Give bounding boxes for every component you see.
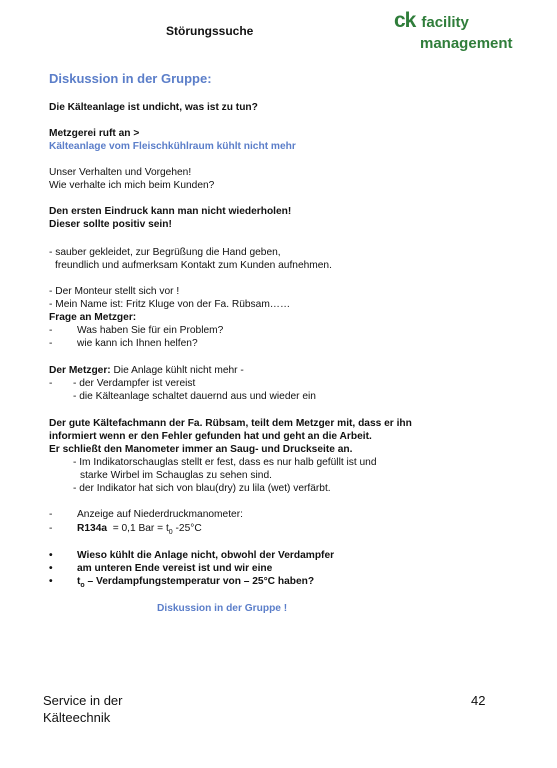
logo-line2: management <box>420 35 513 52</box>
gauge-reading <box>77 523 202 540</box>
intro-q2: wie kann ich Ihnen helfen? <box>77 338 198 349</box>
intro-heading: Frage an Metzger: <box>49 312 137 323</box>
call-line1: Metzgerei ruft an > <box>49 128 140 139</box>
impression-line1: Den ersten Eindruck kann man nicht wiederholen! <box>49 206 292 217</box>
technician-line2: informiert wenn er den Fehler gefunden hat und geht an die Arbeit. <box>49 431 372 442</box>
butcher-label: Der Metzger: <box>49 365 111 376</box>
gauge-dash1: - <box>49 509 53 520</box>
company-logo <box>394 9 513 52</box>
intro-q2-dash: - <box>49 338 53 349</box>
logo-ck: ck <box>394 9 416 32</box>
gauge-dash2: - <box>49 523 53 534</box>
refrigerant-label: R134a <box>77 523 108 534</box>
page-number: 42 <box>471 693 486 708</box>
bullet-2: • am unteren Ende vereist ist und wir eine <box>49 563 273 574</box>
technician-item2: - der Indikator hat sich von blau(dry) zu lila (wet) verfärbt. <box>73 483 331 494</box>
logo-line1: facility <box>421 14 469 31</box>
gauge-line1: Anzeige auf Niederdruckmanometer: <box>77 509 243 520</box>
behaviour-line1: Unser Verhalten und Vorgehen! <box>49 167 192 178</box>
butcher-item1: - der Verdampfer ist vereist <box>73 378 196 389</box>
greeting-line1: - sauber gekleidet, zur Begrüßung die Hand geben, <box>49 247 281 258</box>
bullet-3: • $t_o$ – Verdampfungstemperatur von – 25°C haben? <box>49 576 315 590</box>
intro-q1: Was haben Sie für ein Problem? <box>77 325 224 336</box>
footer-line2: Kälteechnik <box>43 710 111 725</box>
temp-value: -25°C <box>172 523 202 534</box>
butcher-line <box>49 365 244 378</box>
intro-q1-dash: - <box>49 325 53 336</box>
temp-subscript: 0 <box>168 529 173 537</box>
intro-line2: - Mein Name ist: Fritz Kluge von der Fa. Rübsam…… <box>49 299 291 310</box>
technician-item1b: starke Wirbel im Schauglas zu sehen sind. <box>80 470 272 481</box>
pressure-reading: = 0,1 Bar = t <box>112 523 169 534</box>
impression-line2: Dieser sollte positiv sein! <box>49 219 172 230</box>
butcher-item2: - die Kälteanlage schaltet dauernd aus und wieder ein <box>73 391 316 402</box>
butcher-text: Die Anlage kühlt nicht mehr - <box>110 365 244 376</box>
page-header-title: Störungssuche <box>166 24 254 38</box>
call-line2: Kälteanlage vom Fleischkühlraum kühlt nicht mehr <box>49 141 296 152</box>
butcher-dash: - <box>49 378 53 389</box>
bullet-1: • Wieso kühlt die Anlage nicht, obwohl der Verdampfer <box>49 550 335 561</box>
intro-line1: - Der Monteur stellt sich vor ! <box>49 286 180 297</box>
behaviour-line2: Wie verhalte ich mich beim Kunden? <box>49 180 215 191</box>
technician-item1a: - Im Indikatorschauglas stellt er fest, dass es nur halb gefüllt ist und <box>73 457 377 468</box>
footer-line1: Service in der <box>43 693 123 708</box>
greeting-line2: freundlich und aufmerksam Kontakt zum Kunden aufnehmen. <box>55 260 332 271</box>
technician-line3: Er schließt den Manometer immer an Saug- und Druckseite an. <box>49 444 353 455</box>
section-title: Diskussion in der Gruppe: <box>49 71 212 86</box>
question-text: Die Kälteanlage ist undicht, was ist zu tun? <box>49 102 258 113</box>
discussion-bottom: Diskussion in der Gruppe ! <box>157 603 288 614</box>
technician-line1: Der gute Kältefachmann der Fa. Rübsam, teilt dem Metzger mit, dass er ihn <box>49 418 412 429</box>
